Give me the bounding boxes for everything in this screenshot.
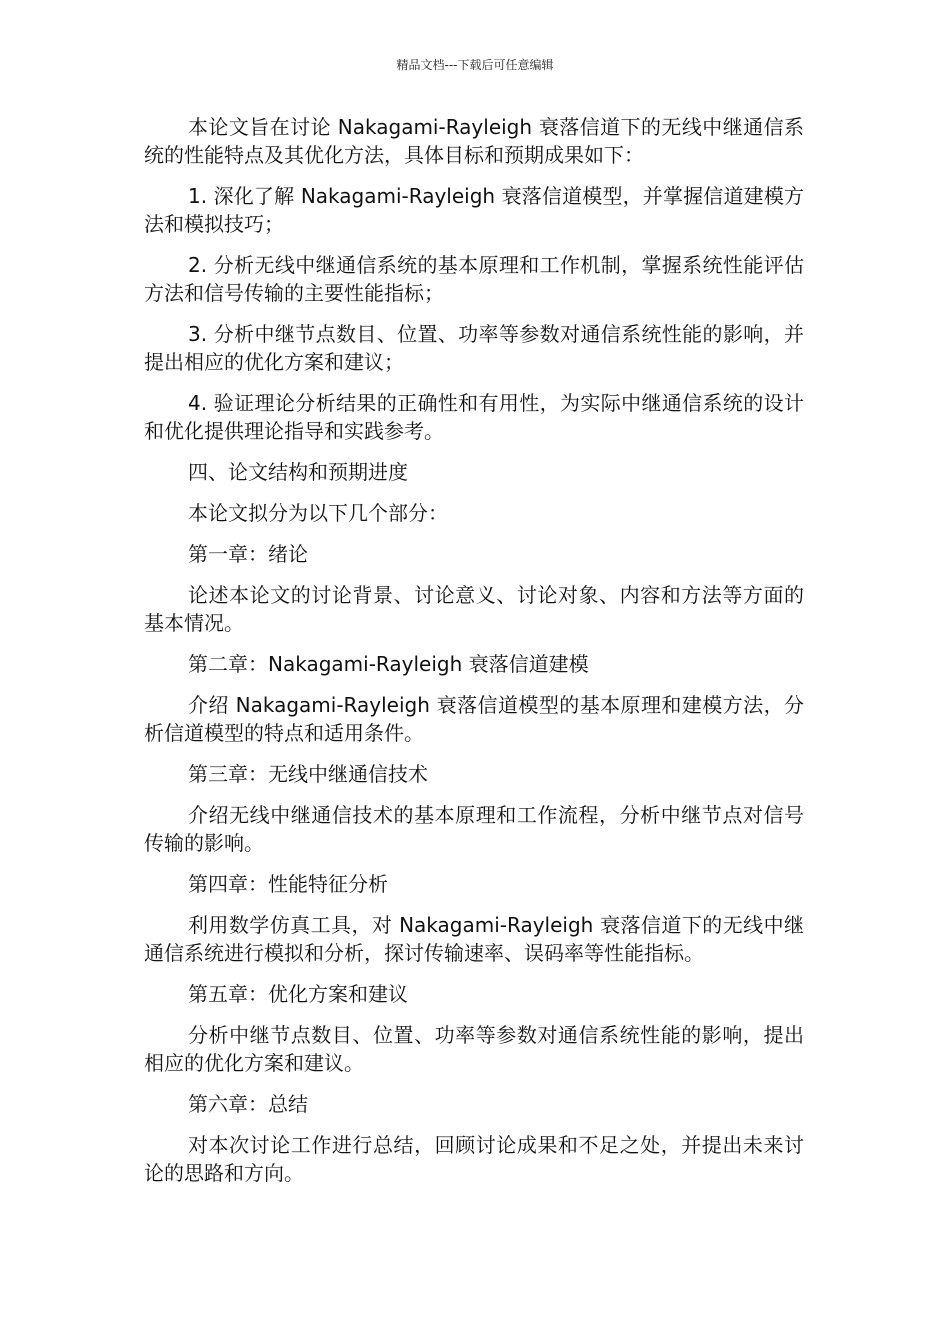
section-heading: 四、论文结构和预期进度	[188, 460, 408, 484]
page-header: 精品文档---下载后可任意编辑	[396, 58, 554, 72]
list-item-goal-4: 4. 验证理论分析结果的正确性和有用性，为实际中继通信系统的设计和优化提供理论指导和实践参考。	[144, 391, 804, 443]
chapter-5-title: 第五章：优化方案和建议	[188, 982, 408, 1006]
list-item-goal-1: 1. 深化了解 Nakagami-Rayleigh 衰落信道模型，并掌握信道建模方法和模拟技巧；	[144, 184, 804, 236]
document-body	[144, 113, 804, 1200]
chapter-3-title: 第三章：无线中继通信技术	[188, 762, 428, 786]
chapter-2-desc: 介绍 Nakagami-Rayleigh 衰落信道模型的基本原理和建模方法，分析信道模型的特点和适用条件。	[144, 693, 804, 745]
chapter-1-title: 第一章：绪论	[188, 542, 308, 566]
chapter-2-title: 第二章：Nakagami-Rayleigh 衰落信道建模	[188, 652, 589, 676]
chapter-6-desc: 对本次讨论工作进行总结，回顾讨论成果和不足之处，并提出未来讨论的思路和方向。	[144, 1133, 804, 1185]
paragraph-intro: 本论文旨在讨论 Nakagami-Rayleigh 衰落信道下的无线中继通信系统的性能特点及其优化方法，具体目标和预期成果如下：	[144, 115, 804, 167]
list-item-goal-3: 3. 分析中继节点数目、位置、功率等参数对通信系统性能的影响，并提出相应的优化方案和建议；	[144, 322, 804, 374]
list-item-goal-2: 2. 分析无线中继通信系统的基本原理和工作机制，掌握系统性能评估方法和信号传输的主要性能指标；	[144, 253, 804, 305]
chapter-4-title: 第四章：性能特征分析	[188, 872, 388, 896]
chapter-1-desc: 论述本论文的讨论背景、讨论意义、讨论对象、内容和方法等方面的基本情况。	[144, 583, 804, 635]
chapter-5-desc: 分析中继节点数目、位置、功率等参数对通信系统性能的影响，提出相应的优化方案和建议。	[144, 1023, 804, 1075]
paragraph-structure: 本论文拟分为以下几个部分：	[188, 501, 448, 525]
chapter-6-title: 第六章：总结	[188, 1092, 308, 1116]
chapter-4-desc: 利用数学仿真工具，对 Nakagami-Rayleigh 衰落信道下的无线中继通信系统进行模拟和分析，探讨传输速率、误码率等性能指标。	[144, 913, 804, 965]
chapter-3-desc: 介绍无线中继通信技术的基本原理和工作流程，分析中继节点对信号传输的影响。	[144, 803, 804, 855]
